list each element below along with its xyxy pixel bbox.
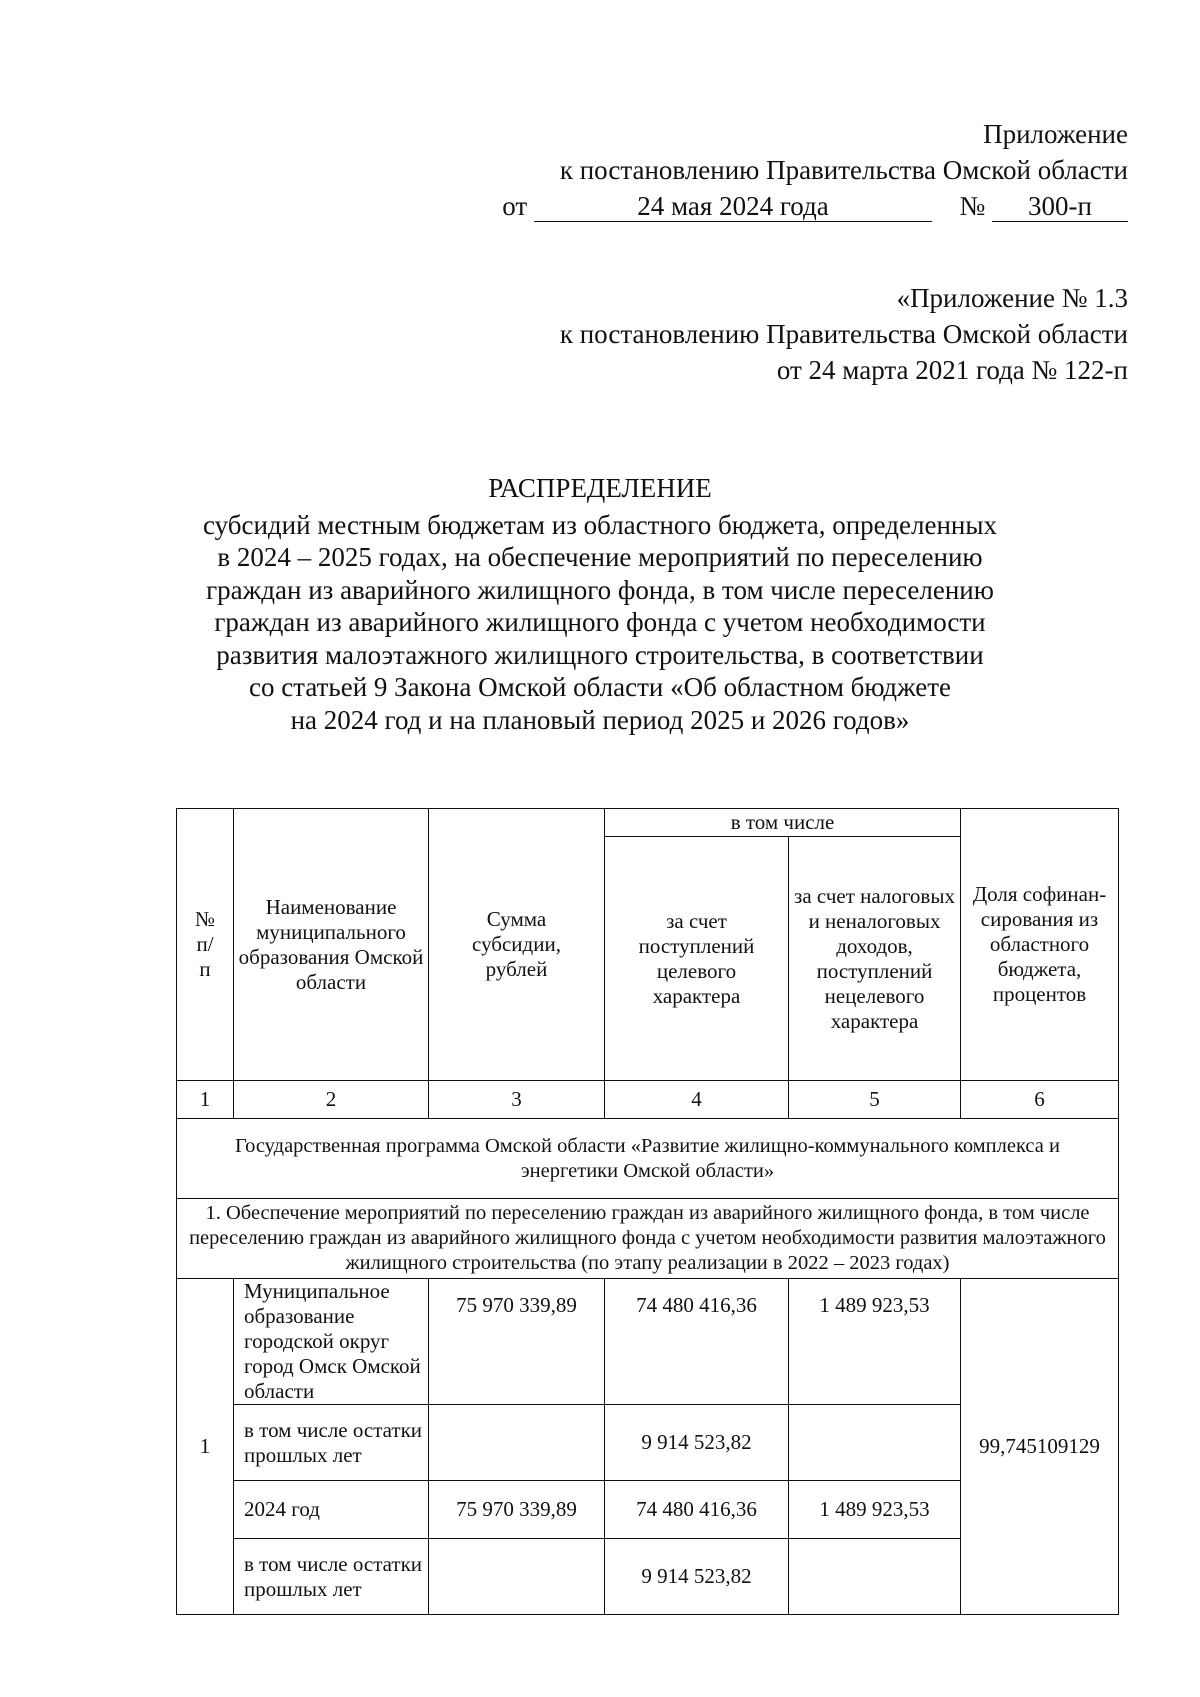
header-including: в том числе <box>605 809 961 837</box>
header-block <box>502 116 1128 224</box>
decree-date: 24 мая 2024 года <box>534 191 932 222</box>
col-number: 5 <box>789 1081 961 1119</box>
row-name: Муниципальное образование городской округ город Омск Омской области <box>234 1279 429 1405</box>
document-title <box>140 472 1060 736</box>
decree-number: 300-п <box>992 191 1128 222</box>
from-label: от <box>502 191 528 221</box>
row-targeted: 9 914 523,82 <box>605 1539 789 1615</box>
row-targeted: 74 480 416,36 <box>605 1481 789 1539</box>
header-line-2: к постановлению Правительства Омской области <box>559 155 1128 185</box>
title-line: граждан из аварийного жилищного фонда с учетом необходимости <box>214 607 986 637</box>
header-line-1: Приложение <box>983 119 1128 149</box>
title-heading: РАСПРЕДЕЛЕНИЕ <box>488 473 712 503</box>
header-num: № п/п <box>177 809 234 1081</box>
title-line: на 2024 год и на плановый период 2025 и 2026 годов» <box>290 704 910 735</box>
appendix-line-1: «Приложение № 1.3 <box>896 283 1128 313</box>
row-name: 2024 год <box>234 1481 429 1539</box>
title-line: развития малоэтажного жилищного строительства, в соответствии <box>216 639 984 670</box>
header-tax: за счет налоговых и неналоговых доходов, поступлений нецелевого характера <box>789 837 961 1081</box>
program-row: Государственная программа Омской области «Развитие жилищно-коммунального комплекса и энергетики Омской области» <box>177 1119 1119 1199</box>
col-number: 6 <box>961 1081 1119 1119</box>
col-number: 2 <box>234 1081 429 1119</box>
row-tax <box>789 1405 961 1481</box>
row-tax <box>789 1539 961 1615</box>
appendix-line-2: к постановлению Правительства Омской области <box>559 319 1128 349</box>
distribution-table <box>176 808 1119 1615</box>
row-targeted: 9 914 523,82 <box>605 1405 789 1481</box>
header-sum: Сумма субсидии, рублей <box>429 809 605 1081</box>
row-targeted: 74 480 416,36 <box>605 1279 789 1405</box>
row-sum: 75 970 339,89 <box>429 1279 605 1405</box>
appendix-block <box>560 280 1128 388</box>
header-name: Наименование муниципального образования Омской области <box>234 809 429 1081</box>
row-number: 1 <box>177 1279 234 1615</box>
title-line: в 2024 – 2025 годах, на обеспечение мероприятий по переселению <box>217 542 983 572</box>
row-sum <box>429 1539 605 1615</box>
row-name: в том числе остатки прошлых лет <box>234 1405 429 1481</box>
row-sum <box>429 1405 605 1481</box>
col-number: 1 <box>177 1081 234 1119</box>
title-line: со статьей 9 Закона Омской области «Об областном бюджете <box>248 672 952 702</box>
title-line: субсидий местным бюджетам из областного бюджета, определенных <box>202 509 998 540</box>
section-row: 1. Обеспечение мероприятий по переселению граждан из аварийного жилищного фонда, в том числе переселению граждан из аварийного жилищного фонда с учетом необходимости развития малоэтажного жилищного строительства (по этапу реализации в 2022 – 2023 годах) <box>177 1199 1119 1279</box>
col-number: 4 <box>605 1081 789 1119</box>
share-value: 99,745109129 <box>961 1279 1119 1615</box>
header-date-line <box>502 188 1128 224</box>
header-targeted: за счет поступлений целевого характера <box>605 837 789 1081</box>
row-tax: 1 489 923,53 <box>789 1279 961 1405</box>
row-tax: 1 489 923,53 <box>789 1481 961 1539</box>
number-label: № <box>959 191 986 221</box>
row-name: в том числе остатки прошлых лет <box>234 1539 429 1615</box>
row-sum: 75 970 339,89 <box>429 1481 605 1539</box>
col-number: 3 <box>429 1081 605 1119</box>
appendix-line-3: от 24 марта 2021 года № 122-п <box>776 355 1128 385</box>
header-share: Доля софинан-сирования из областного бюджета, процентов <box>961 809 1119 1081</box>
title-line: граждан из аварийного жилищного фонда, в том числе переселению <box>206 574 994 605</box>
